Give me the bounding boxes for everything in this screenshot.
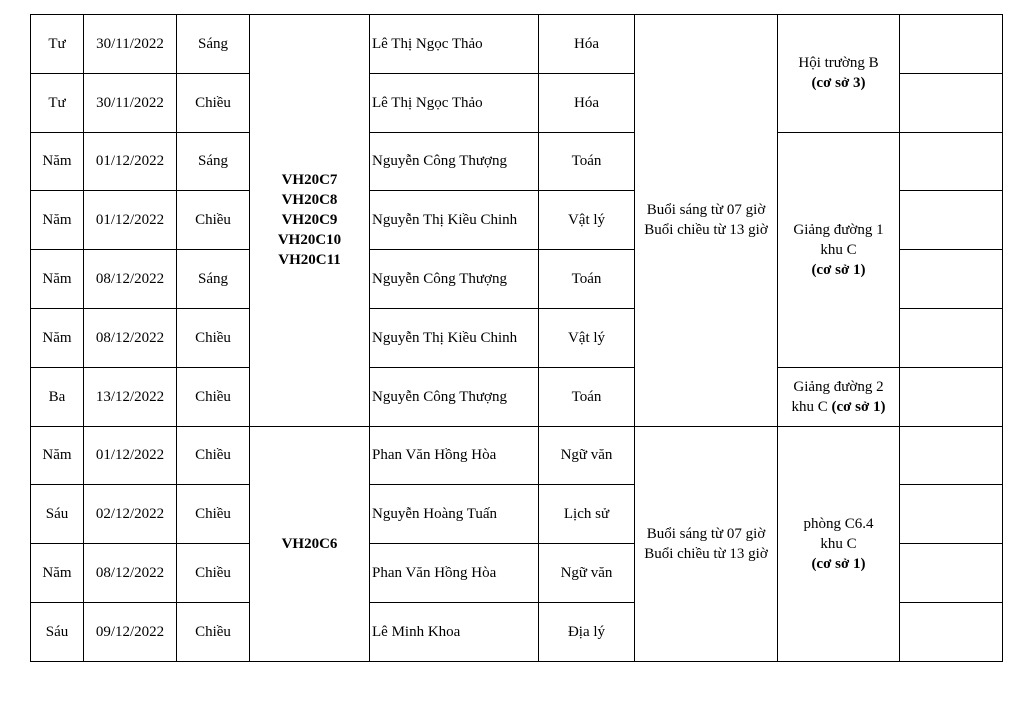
session-cell: Chiều	[177, 191, 250, 250]
time-cell	[635, 426, 778, 661]
session-cell: Sáng	[177, 15, 250, 74]
table-row	[31, 132, 1003, 191]
venue-campus: (cơ sở 1)	[811, 261, 866, 278]
subject-cell: Lịch sử	[539, 485, 635, 544]
note-cell	[900, 191, 1003, 250]
note-cell	[900, 132, 1003, 191]
table-row	[31, 367, 1003, 426]
morning-time: Buổi sáng từ 07 giờ	[646, 202, 766, 219]
venue-cell	[778, 132, 900, 367]
venue-name: phòng C6.4	[803, 515, 874, 532]
date-cell: 08/12/2022	[84, 250, 177, 309]
date-cell: 09/12/2022	[84, 602, 177, 661]
venue-area: khu C	[820, 535, 857, 552]
day-cell: Năm	[31, 426, 84, 485]
class-code: VH20C8	[281, 192, 338, 209]
subject-cell: Ngữ văn	[539, 426, 635, 485]
date-cell: 13/12/2022	[84, 367, 177, 426]
subject-cell: Ngữ văn	[539, 544, 635, 603]
venue-name: Giảng đường 1	[793, 221, 884, 238]
note-cell	[900, 250, 1003, 309]
teacher-cell: Nguyễn Thị Kiều Chinh	[370, 308, 539, 367]
venue-campus: (cơ sở 3)	[811, 75, 866, 92]
subject-cell: Vật lý	[539, 191, 635, 250]
session-cell: Chiều	[177, 308, 250, 367]
afternoon-time: Buổi chiều từ 13 giờ	[644, 222, 768, 239]
day-cell: Tư	[31, 73, 84, 132]
note-cell	[900, 15, 1003, 74]
note-cell	[900, 485, 1003, 544]
subject-cell: Địa lý	[539, 602, 635, 661]
class-code: VH20C11	[278, 252, 341, 269]
teacher-cell: Nguyễn Công Thượng	[370, 367, 539, 426]
date-cell: 02/12/2022	[84, 485, 177, 544]
class-group-cell	[250, 426, 370, 661]
venue-area: khu C	[791, 398, 828, 415]
class-group-cell	[250, 15, 370, 427]
venue-cell	[778, 426, 900, 661]
teacher-cell: Nguyễn Hoàng Tuấn	[370, 485, 539, 544]
note-cell	[900, 602, 1003, 661]
subject-cell: Vật lý	[539, 308, 635, 367]
day-cell: Sáu	[31, 602, 84, 661]
time-cell	[635, 15, 778, 427]
teacher-cell: Phan Văn Hồng Hòa	[370, 544, 539, 603]
table-row	[31, 426, 1003, 485]
teacher-cell: Nguyễn Công Thượng	[370, 132, 539, 191]
venue-area: khu C	[820, 241, 857, 258]
teacher-cell: Nguyễn Công Thượng	[370, 250, 539, 309]
teacher-cell: Lê Thị Ngọc Thảo	[370, 15, 539, 74]
day-cell: Năm	[31, 132, 84, 191]
class-code: VH20C9	[281, 212, 338, 229]
date-cell: 30/11/2022	[84, 73, 177, 132]
morning-time: Buổi sáng từ 07 giờ	[646, 525, 766, 542]
afternoon-time: Buổi chiều từ 13 giờ	[644, 545, 768, 562]
date-cell: 30/11/2022	[84, 15, 177, 74]
note-cell	[900, 73, 1003, 132]
subject-cell: Hóa	[539, 15, 635, 74]
subject-cell: Toán	[539, 250, 635, 309]
day-cell: Năm	[31, 308, 84, 367]
day-cell: Năm	[31, 544, 84, 603]
class-code: VH20C6	[281, 535, 338, 552]
teacher-cell: Phan Văn Hồng Hòa	[370, 426, 539, 485]
session-cell: Chiều	[177, 544, 250, 603]
teacher-cell: Lê Thị Ngọc Thảo	[370, 73, 539, 132]
venue-name: Hội trường B	[798, 55, 879, 72]
date-cell: 01/12/2022	[84, 191, 177, 250]
session-cell: Chiều	[177, 485, 250, 544]
teacher-cell: Nguyễn Thị Kiều Chinh	[370, 191, 539, 250]
note-cell	[900, 544, 1003, 603]
day-cell: Tư	[31, 15, 84, 74]
session-cell: Chiều	[177, 426, 250, 485]
subject-cell: Hóa	[539, 73, 635, 132]
session-cell: Chiều	[177, 602, 250, 661]
venue-cell	[778, 15, 900, 133]
day-cell: Ba	[31, 367, 84, 426]
date-cell: 01/12/2022	[84, 132, 177, 191]
session-cell: Chiều	[177, 73, 250, 132]
day-cell: Năm	[31, 250, 84, 309]
session-cell: Chiều	[177, 367, 250, 426]
note-cell	[900, 426, 1003, 485]
date-cell: 01/12/2022	[84, 426, 177, 485]
class-code: VH20C10	[277, 232, 342, 249]
venue-campus: (cơ sở 1)	[831, 398, 886, 415]
venue-campus: (cơ sở 1)	[811, 555, 866, 572]
venue-name: Giảng đường 2	[793, 378, 884, 395]
exam-schedule-table	[30, 14, 1003, 662]
session-cell: Sáng	[177, 250, 250, 309]
subject-cell: Toán	[539, 367, 635, 426]
venue-area-line	[778, 397, 899, 417]
class-code: VH20C7	[281, 172, 338, 189]
date-cell: 08/12/2022	[84, 544, 177, 603]
session-cell: Sáng	[177, 132, 250, 191]
teacher-cell: Lê Minh Khoa	[370, 602, 539, 661]
day-cell: Năm	[31, 191, 84, 250]
table-row	[31, 15, 1003, 74]
subject-cell: Toán	[539, 132, 635, 191]
date-cell: 08/12/2022	[84, 308, 177, 367]
note-cell	[900, 308, 1003, 367]
day-cell: Sáu	[31, 485, 84, 544]
venue-cell	[778, 367, 900, 426]
note-cell	[900, 367, 1003, 426]
